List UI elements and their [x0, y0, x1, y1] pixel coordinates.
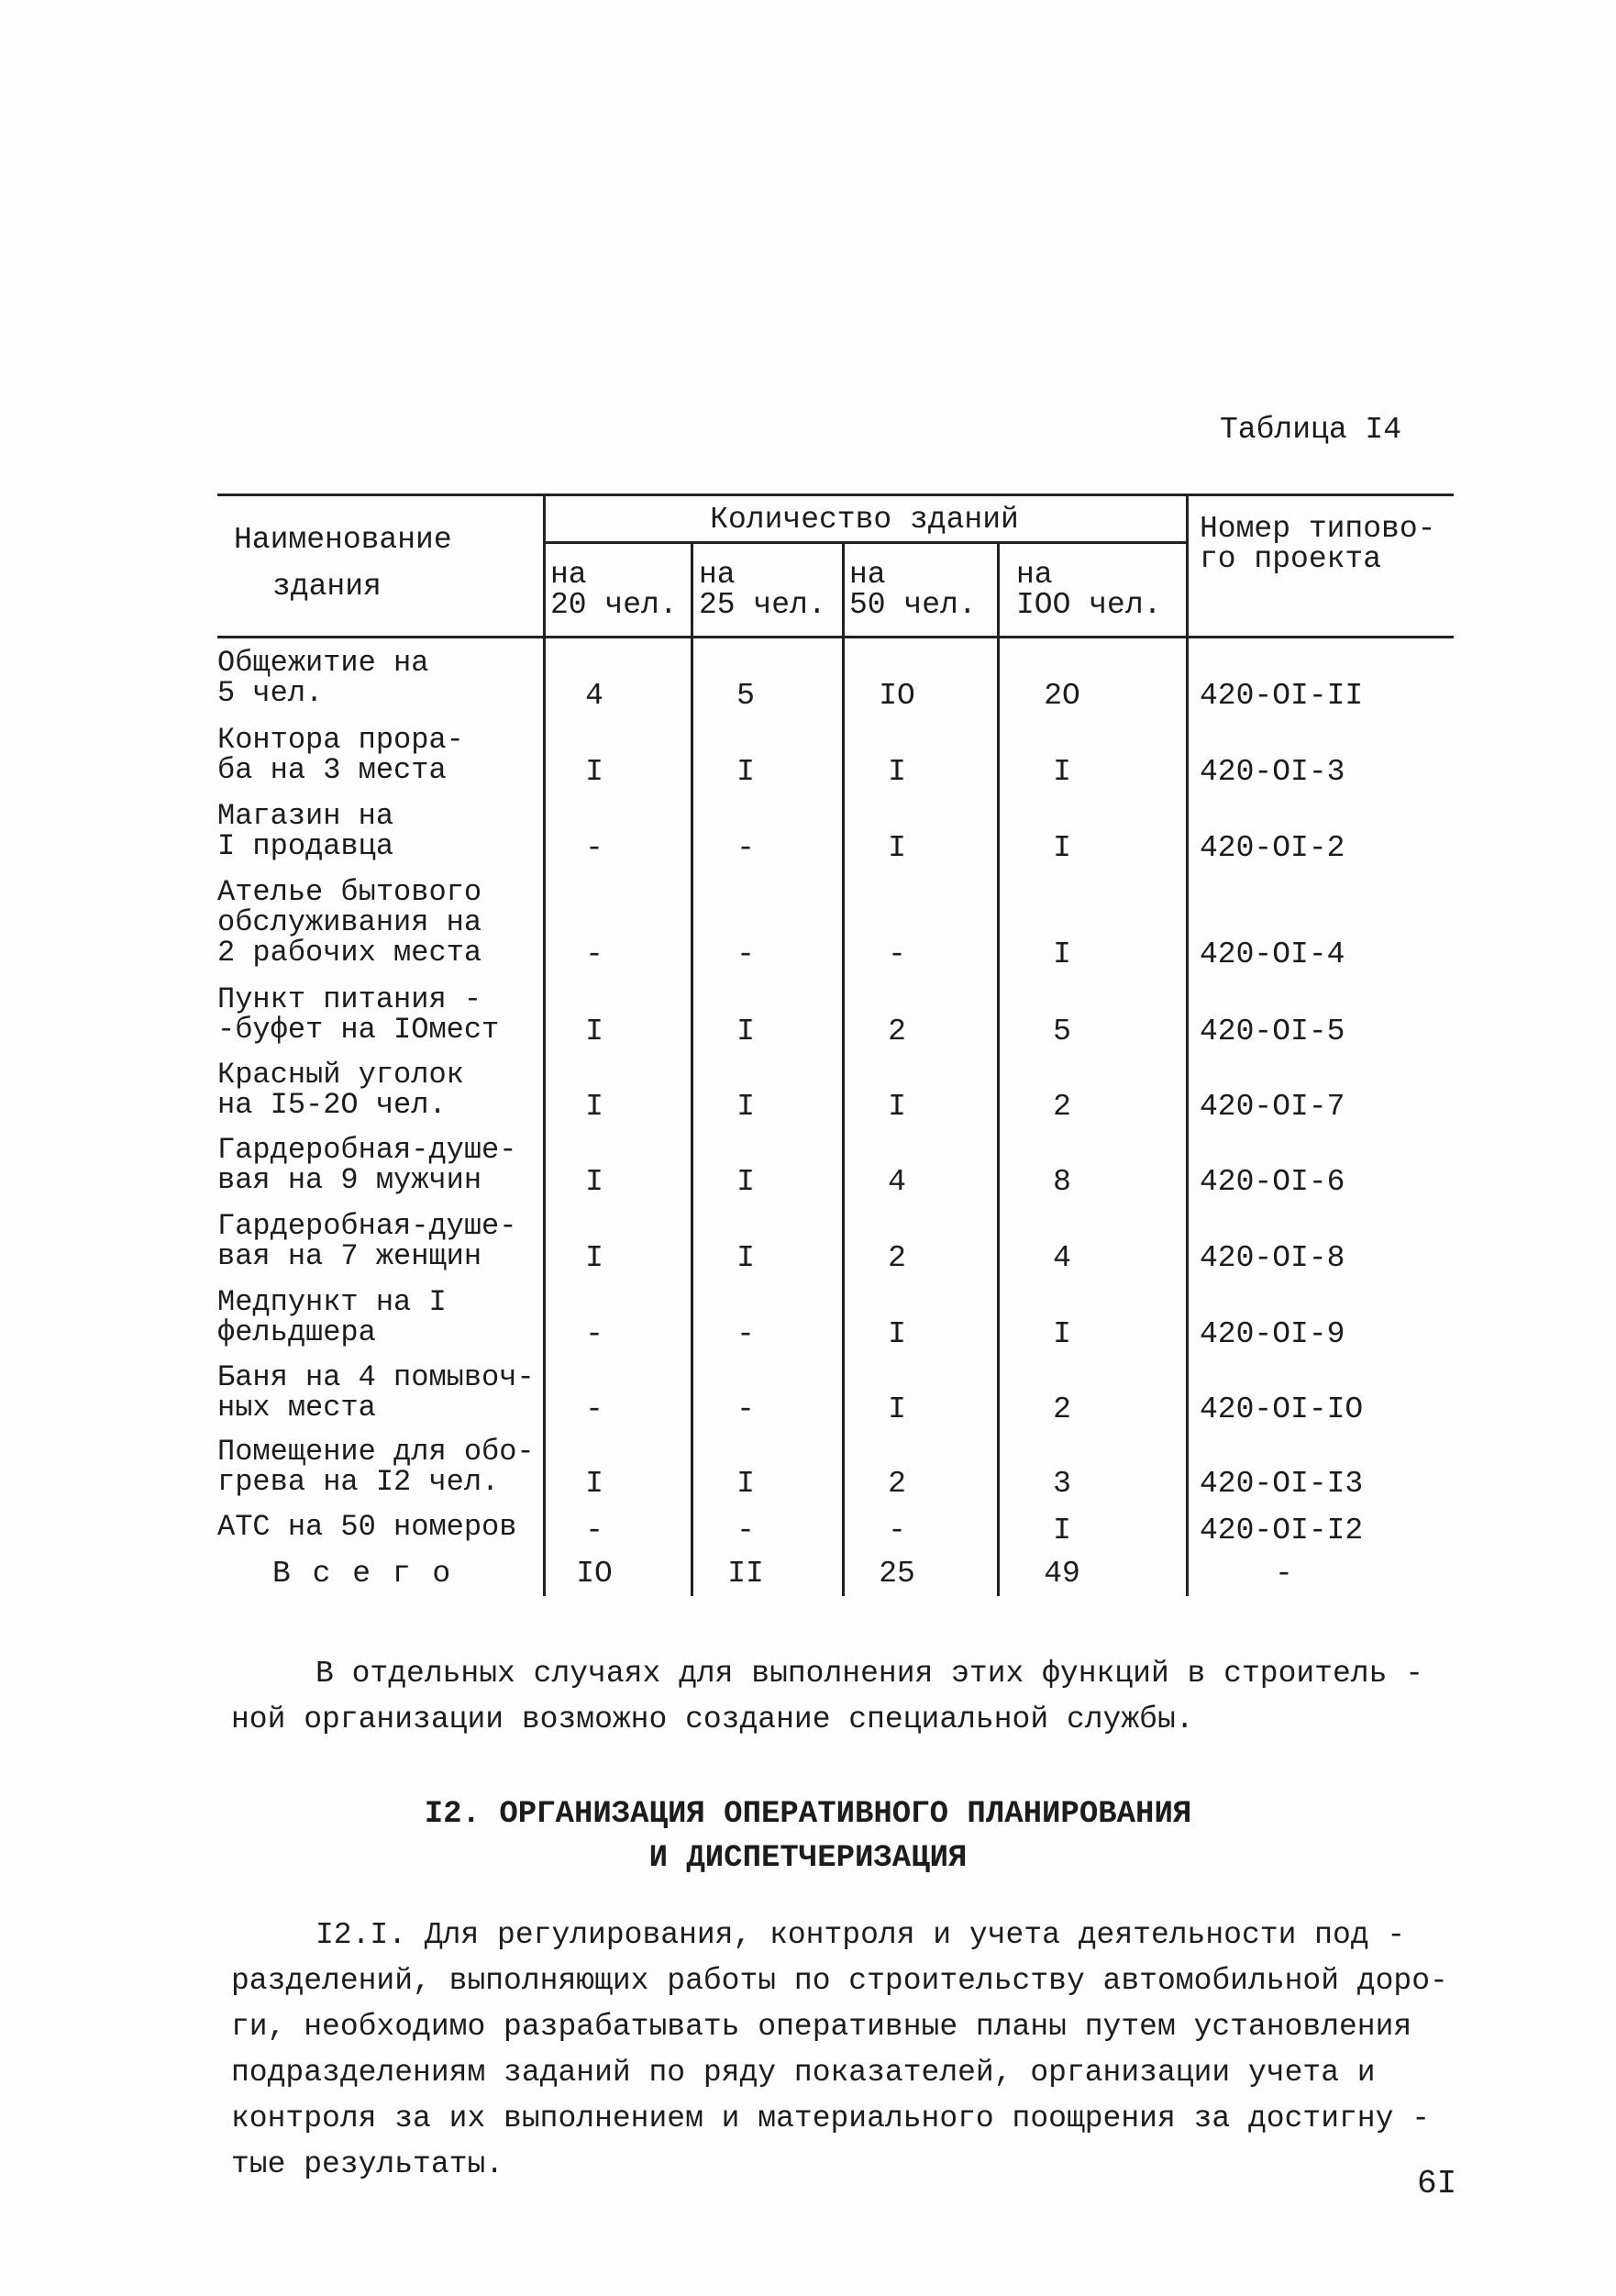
cell-50: -: [888, 1514, 906, 1547]
paragraph-1-text: В отдельных случаях для выполнения этих функций в строитель - ной организации возможно создание специальной службы.: [231, 1657, 1423, 1736]
header-sub-50-line1: на: [849, 558, 886, 592]
cell-project: 420-OI-3: [1200, 755, 1345, 789]
header-sub-25-line1: на: [699, 558, 736, 592]
cell-25: -: [736, 1317, 755, 1351]
cell-20: -: [585, 937, 603, 971]
section-heading-line2: И ДИСПЕТЧЕРИЗАЦИЯ: [648, 1841, 968, 1876]
row-name: Пункт питания - -буфет на IOмест: [217, 982, 500, 1047]
cell-100: 3: [1053, 1467, 1071, 1501]
row-name: АТС на 50 номеров: [217, 1510, 517, 1544]
cell-project: 420-OI-9: [1200, 1317, 1345, 1351]
cell-project: 420-OI-7: [1200, 1090, 1345, 1124]
cell-25: I: [736, 1241, 755, 1275]
total-project: -: [1275, 1557, 1293, 1591]
paragraph-2-text: I2.I. Для регулирования, контроля и учета деятельности под - разделений, выполняющих работы по строительству автомобильной доро- ги, необходимо разрабатывать оперативные планы путем установления подразделениям заданий по ряду показателей, организации учета и контроля за их выполнением и материального поощрения за достигну - тые результаты.: [231, 1918, 1448, 2181]
cell-20: -: [585, 1514, 603, 1547]
header-project-line1: Номер типово-: [1200, 512, 1436, 546]
cell-100: I: [1053, 937, 1071, 971]
page-number: 6I: [1417, 2165, 1457, 2202]
cell-100: 4: [1053, 1241, 1071, 1275]
cell-20: I: [585, 1090, 603, 1124]
cell-100: I: [1053, 831, 1071, 865]
section-heading-line1: I2. ОРГАНИЗАЦИЯ ОПЕРАТИВНОГО ПЛАНИРОВАНИЯ: [424, 1797, 1192, 1832]
cell-project: 420-OI-II: [1200, 679, 1364, 713]
paragraph-2: [231, 1913, 1488, 2188]
cell-project: 420-OI-IO: [1200, 1392, 1364, 1426]
row-name: Контора прора- ба на 3 места: [217, 723, 464, 787]
cell-100: 8: [1053, 1165, 1071, 1199]
cell-20: I: [585, 1165, 603, 1199]
cell-project: 420-OI-5: [1200, 1015, 1345, 1048]
cell-20: -: [585, 1392, 603, 1426]
cell-100: I: [1053, 755, 1071, 789]
cell-25: 5: [736, 679, 755, 713]
cell-project: 420-OI-4: [1200, 937, 1345, 971]
cell-20: I: [585, 1467, 603, 1501]
cell-project: 420-OI-6: [1200, 1165, 1345, 1199]
total-25: II: [727, 1557, 764, 1591]
table-top-rule: [217, 494, 1454, 496]
cell-25: I: [736, 1165, 755, 1199]
cell-project: 420-OI-I2: [1200, 1514, 1364, 1547]
cell-25: I: [736, 1090, 755, 1124]
group-header-rule: [543, 541, 1186, 544]
header-sub-50-line2: 50 чел.: [849, 588, 977, 622]
row-name: Общежитие на 5 чел.: [217, 646, 429, 710]
row-name: Магазин на I продавца: [217, 799, 394, 863]
cell-100: I: [1053, 1514, 1071, 1547]
header-sub-100-line2: IOO чел.: [1016, 588, 1162, 622]
header-sub-20-line1: на: [550, 558, 587, 592]
cell-100: 2O: [1044, 679, 1080, 713]
cell-25: -: [736, 937, 755, 971]
cell-25: -: [736, 831, 755, 865]
cell-20: -: [585, 1317, 603, 1351]
cell-50: IO: [879, 679, 915, 713]
cell-project: 420-OI-I3: [1200, 1467, 1364, 1501]
row-name: Гардеробная-душе- вая на 9 мужчин: [217, 1133, 517, 1197]
cell-project: 420-OI-8: [1200, 1241, 1345, 1275]
header-name-line1: Наименование: [234, 523, 452, 557]
cell-50: -: [888, 937, 906, 971]
cell-50: I: [888, 755, 906, 789]
cell-20: I: [585, 1241, 603, 1275]
cell-100: 2: [1053, 1392, 1071, 1426]
cell-25: -: [736, 1392, 755, 1426]
cell-25: I: [736, 1467, 755, 1501]
row-name: Баня на 4 помывоч- ных места: [217, 1360, 535, 1425]
paragraph-1: [231, 1651, 1488, 1743]
cell-50: I: [888, 831, 906, 865]
column-divider: [997, 543, 1000, 1596]
cell-100: 5: [1053, 1015, 1071, 1048]
header-bottom-rule: [217, 636, 1454, 638]
header-count-group: Количество зданий: [710, 503, 1019, 537]
row-name: Гардеробная-душе- вая на 7 женщин: [217, 1209, 517, 1273]
header-sub-100-line1: на: [1016, 558, 1053, 592]
total-50: 25: [879, 1557, 915, 1591]
cell-50: I: [888, 1392, 906, 1426]
row-name: Ателье бытового обслуживания на 2 рабочих места: [217, 875, 482, 970]
cell-50: I: [888, 1090, 906, 1124]
header-sub-20-line2: 20 чел.: [550, 588, 678, 622]
cell-20: I: [585, 755, 603, 789]
row-name: Красный уголок на I5-2O чел.: [217, 1058, 464, 1122]
total-label: В с е г о: [272, 1557, 453, 1591]
cell-project: 420-OI-2: [1200, 831, 1345, 865]
cell-20: I: [585, 1015, 603, 1048]
cell-100: I: [1053, 1317, 1071, 1351]
cell-50: 2: [888, 1467, 906, 1501]
row-name: Медпункт на I фельдшера: [217, 1285, 447, 1349]
cell-25: I: [736, 1015, 755, 1048]
cell-20: -: [585, 831, 603, 865]
cell-25: -: [736, 1514, 755, 1547]
total-100: 49: [1044, 1557, 1080, 1591]
cell-25: I: [736, 755, 755, 789]
cell-50: I: [888, 1317, 906, 1351]
row-name: Помещение для обо- грева на I2 чел.: [217, 1435, 535, 1499]
cell-20: 4: [585, 679, 603, 713]
total-20: IO: [576, 1557, 613, 1591]
cell-50: 4: [888, 1165, 906, 1199]
table-caption: Таблица I4: [1220, 413, 1402, 447]
header-sub-25-line2: 25 чел.: [699, 588, 826, 622]
header-name-line2: здания: [272, 570, 382, 604]
cell-50: 2: [888, 1241, 906, 1275]
column-divider: [1186, 495, 1189, 1596]
cell-100: 2: [1053, 1090, 1071, 1124]
cell-50: 2: [888, 1015, 906, 1048]
header-project-line2: го проекта: [1200, 542, 1382, 576]
